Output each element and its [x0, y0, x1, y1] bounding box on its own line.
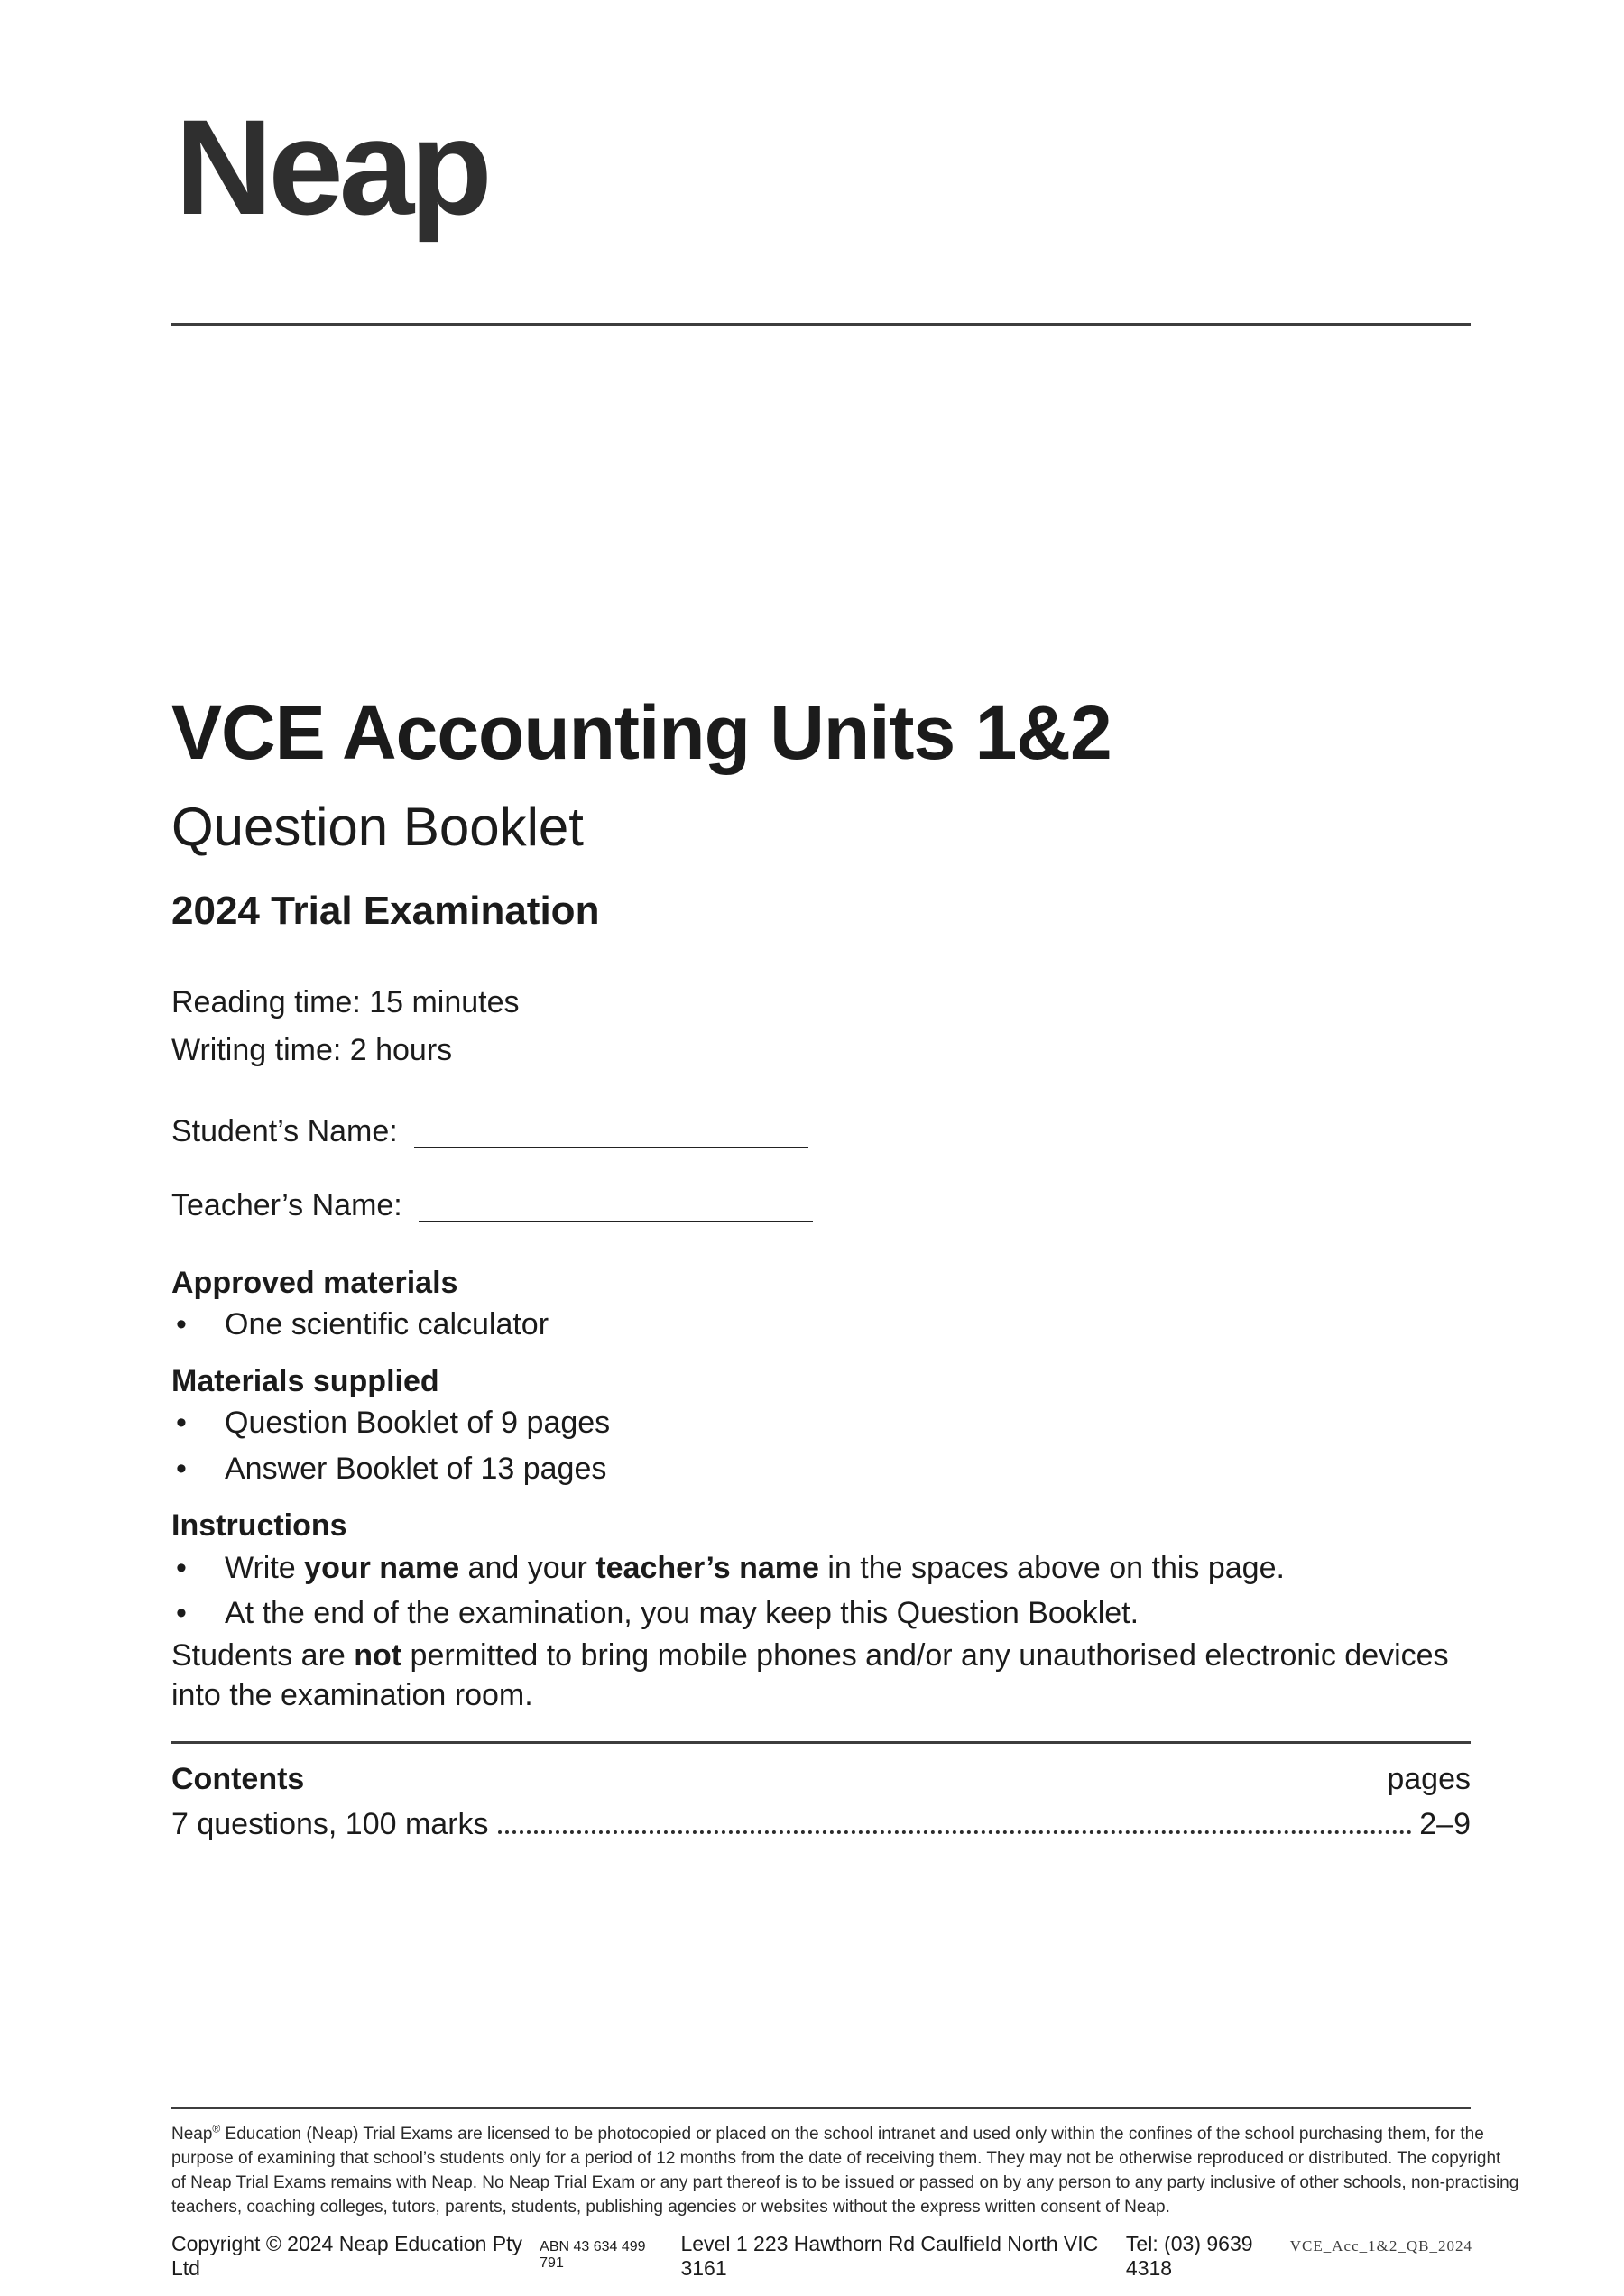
approved-materials-heading: Approved materials [171, 1265, 458, 1300]
fine-print-line: purpose of examining that school’s students only for a period of 12 months from the date of receiving them. They may not be otherwise reproduced or distributed. The copyright [171, 2149, 1501, 2168]
reading-time-line: Reading time: 15 minutes [171, 984, 520, 1019]
contents-entry-row [171, 1804, 1471, 1844]
contents-header-row [171, 1759, 1471, 1799]
copyright-text: Copyright © 2024 Neap Education Pty Ltd [171, 2232, 523, 2280]
instruction-text: in the spaces above on this page. [818, 1550, 1285, 1585]
list-item [171, 1548, 1471, 1588]
list-item [171, 1593, 1471, 1633]
materials-supplied-heading: Materials supplied [171, 1363, 439, 1398]
dot-leader [498, 1830, 1413, 1834]
instruction-item: At the end of the examination, you may keep this Question Booklet. [225, 1595, 1140, 1630]
header-rule [171, 323, 1471, 326]
cover-content [171, 691, 1471, 1715]
fine-print-text: Neap [171, 2125, 213, 2144]
fine-print-line [171, 2122, 1489, 2146]
list-item [171, 1403, 1471, 1443]
list-item [171, 1449, 1471, 1489]
teacher-name-row [171, 1185, 1471, 1225]
fine-print-line: of Neap Trial Exams remains with Neap. No Neap Trial Exam or any part thereof is to be issued or passed on by any person to any party inclusive of other schools, non-practising [171, 2173, 1519, 2192]
contents-section [171, 1759, 1471, 1844]
phones-restriction-note [171, 1636, 1471, 1715]
address-text: Level 1 223 Hawthorn Rd Caulfield North VIC 3161 [680, 2232, 1099, 2280]
student-name-label: Student’s Name: [171, 1113, 398, 1148]
contents-entry-pages: 2–9 [1419, 1807, 1471, 1841]
instruction-text: and your [459, 1550, 596, 1585]
licence-fine-print [171, 2122, 1519, 2219]
contents-heading: Contents [171, 1762, 305, 1796]
fine-print-text: Education (Neap) Trial Exams are licensed to be photocopied or placed on the school intranet and used only within the confines of the school purchasing them, for the [220, 2125, 1484, 2144]
contents-divider-rule [171, 1741, 1471, 1744]
bullet-icon: • [176, 1451, 187, 1486]
bullet-icon: • [176, 1550, 187, 1585]
student-name-blank-line [414, 1120, 808, 1148]
instruction-bold-text: your name [304, 1550, 460, 1585]
bullet-icon: • [176, 1306, 187, 1342]
registered-mark-icon: ® [212, 2122, 221, 2135]
abn-text: ABN 43 634 499 791 [540, 2239, 646, 2271]
document-code: VCE_Acc_1&2_QB_2024 [1289, 2237, 1472, 2255]
footer-rule [171, 2107, 1471, 2109]
instructions-heading: Instructions [171, 1508, 347, 1543]
instruction-item [225, 1548, 1471, 1588]
pages-column-label: pages [1387, 1762, 1471, 1796]
supplied-material-item: Answer Booklet of 13 pages [225, 1451, 607, 1486]
bullet-icon: • [176, 1595, 187, 1630]
note-text: permitted to bring mobile phones and/or any unauthorised electronic devices into the examination room. [171, 1637, 1449, 1712]
instruction-text: Write [225, 1550, 305, 1585]
neap-logo: Neap [175, 91, 488, 243]
approved-material-item: One scientific calculator [225, 1306, 549, 1342]
writing-time-line: Writing time: 2 hours [171, 1032, 453, 1067]
bullet-icon: • [176, 1405, 187, 1440]
instruction-bold-text: teacher’s name [595, 1550, 819, 1585]
fine-print-line: teachers, coaching colleges, tutors, parents, students, publishing agencies or websites without the express written consent of Neap. [171, 2198, 1170, 2217]
list-item [171, 1305, 1471, 1344]
teacher-name-blank-line [419, 1194, 813, 1222]
booklet-type-title: Question Booklet [171, 797, 584, 858]
student-name-row [171, 1111, 1471, 1151]
exam-series-title: VCE Accounting Units 1&2 [171, 690, 1112, 775]
telephone-text: Tel: (03) 9639 4318 [1125, 2232, 1253, 2280]
contents-entry-label: 7 questions, 100 marks [171, 1807, 489, 1841]
copyright-row [171, 2232, 1472, 2281]
note-bold-text: not [354, 1637, 402, 1673]
teacher-name-label: Teacher’s Name: [171, 1187, 402, 1222]
exam-year-title: 2024 Trial Examination [171, 889, 600, 934]
note-text: Students are [171, 1637, 355, 1673]
supplied-material-item: Question Booklet of 9 pages [225, 1405, 611, 1440]
